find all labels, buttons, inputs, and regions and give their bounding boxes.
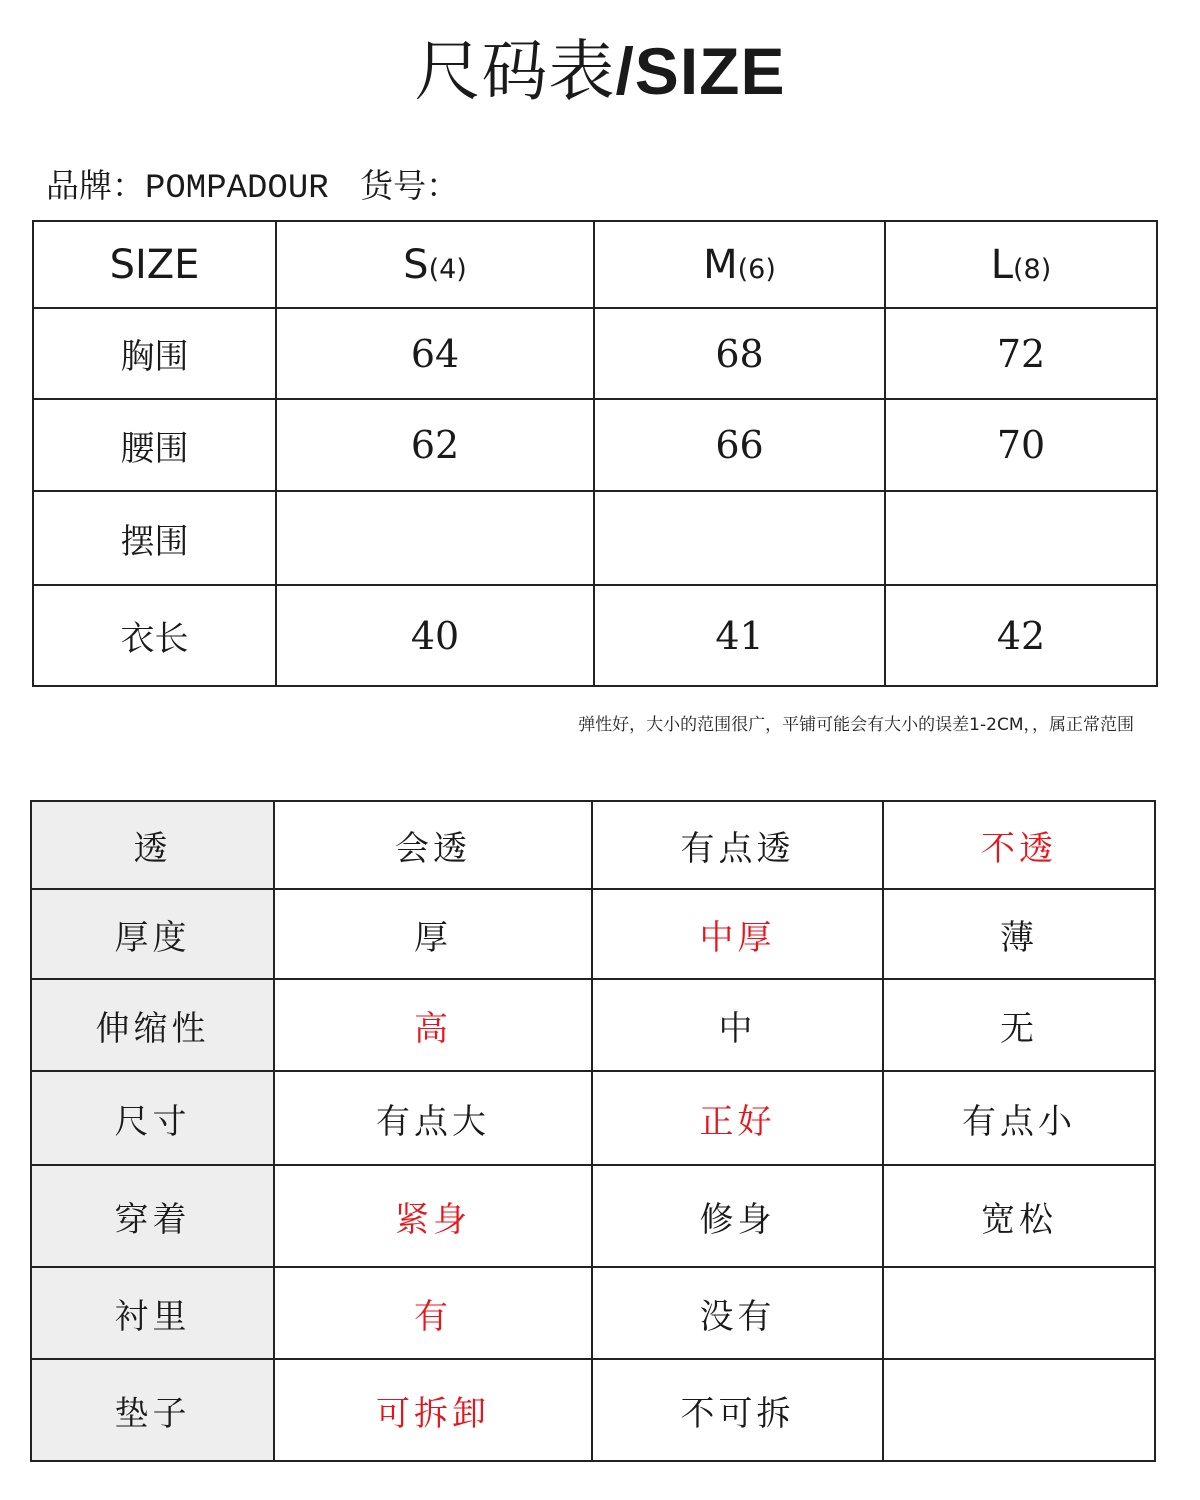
- option-cell: [883, 1359, 1155, 1461]
- brand-label: 品牌：: [46, 166, 145, 205]
- option-cell: 紧身: [274, 1165, 592, 1267]
- option-cell: 正好: [592, 1071, 883, 1165]
- option-cell: 会透: [274, 801, 592, 889]
- option-cell: 有点大: [274, 1071, 592, 1165]
- option-cell: 有点透: [592, 801, 883, 889]
- row-label: 胸围: [33, 308, 276, 399]
- row-label: 穿着: [31, 1165, 274, 1267]
- size-header-l: [885, 221, 1157, 308]
- measure-cell: 40: [276, 585, 594, 686]
- option-cell: 有: [274, 1267, 592, 1359]
- size-header-s: [276, 221, 594, 308]
- attr-row-padding: [31, 1359, 1155, 1461]
- size-letter: M: [703, 241, 738, 288]
- size-number: (8): [1013, 253, 1052, 285]
- option-cell: 修身: [592, 1165, 883, 1267]
- title-english: /SIZE: [615, 34, 786, 108]
- size-letter: S: [403, 241, 429, 288]
- attr-row-stretch: [31, 979, 1155, 1071]
- measure-cell: [276, 491, 594, 585]
- attribute-table: [30, 800, 1156, 1462]
- size-header-m: [594, 221, 885, 308]
- size-row-hem: [33, 491, 1157, 585]
- row-label: 伸缩性: [31, 979, 274, 1071]
- row-label: 腰围: [33, 399, 276, 491]
- measure-cell: 66: [594, 399, 885, 491]
- row-label: 厚度: [31, 889, 274, 979]
- row-label: 衣长: [33, 585, 276, 686]
- measure-cell: 70: [885, 399, 1157, 491]
- title-chinese: 尺码表: [414, 33, 616, 110]
- measure-cell: 64: [276, 308, 594, 399]
- size-number: (4): [428, 253, 467, 285]
- measure-cell: 62: [276, 399, 594, 491]
- measure-cell: 68: [594, 308, 885, 399]
- attr-row-thickness: [31, 889, 1155, 979]
- size-row-chest: [33, 308, 1157, 399]
- row-label: 尺寸: [31, 1071, 274, 1165]
- attr-row-fit: [31, 1071, 1155, 1165]
- measure-cell: [885, 491, 1157, 585]
- size-header-label: SIZE: [33, 221, 276, 308]
- attr-row-lining: [31, 1267, 1155, 1359]
- size-table: [32, 220, 1158, 687]
- size-number: (6): [737, 253, 776, 285]
- option-cell: 中厚: [592, 889, 883, 979]
- option-cell: 宽松: [883, 1165, 1155, 1267]
- brand-line: [46, 162, 459, 213]
- option-cell: 中: [592, 979, 883, 1071]
- measure-cell: 41: [594, 585, 885, 686]
- option-cell: 无: [883, 979, 1155, 1071]
- measure-cell: 42: [885, 585, 1157, 686]
- option-cell: 薄: [883, 889, 1155, 979]
- measure-cell: [594, 491, 885, 585]
- size-letter: L: [990, 241, 1014, 288]
- size-row-waist: [33, 399, 1157, 491]
- size-header-row: [33, 221, 1157, 308]
- option-cell: 不透: [883, 801, 1155, 889]
- option-cell: 厚: [274, 889, 592, 979]
- option-cell: [883, 1267, 1155, 1359]
- option-cell: 不可拆: [592, 1359, 883, 1461]
- brand-value: POMPADOUR: [145, 170, 329, 208]
- option-cell: 没有: [592, 1267, 883, 1359]
- attr-row-wear: [31, 1165, 1155, 1267]
- row-label: 衬里: [31, 1267, 274, 1359]
- attr-row-transparency: [31, 801, 1155, 889]
- option-cell: 高: [274, 979, 592, 1071]
- page-title: [0, 28, 1200, 115]
- item-number-label: 货号：: [360, 166, 460, 205]
- measurement-note: 弹性好，大小的范围很广，平铺可能会有大小的误差1-2CM，，属正常范围: [578, 715, 1134, 735]
- size-row-length: [33, 585, 1157, 686]
- measure-cell: 72: [885, 308, 1157, 399]
- row-label: 透: [31, 801, 274, 889]
- option-cell: 可拆卸: [274, 1359, 592, 1461]
- row-label: 摆围: [33, 491, 276, 585]
- option-cell: 有点小: [883, 1071, 1155, 1165]
- row-label: 垫子: [31, 1359, 274, 1461]
